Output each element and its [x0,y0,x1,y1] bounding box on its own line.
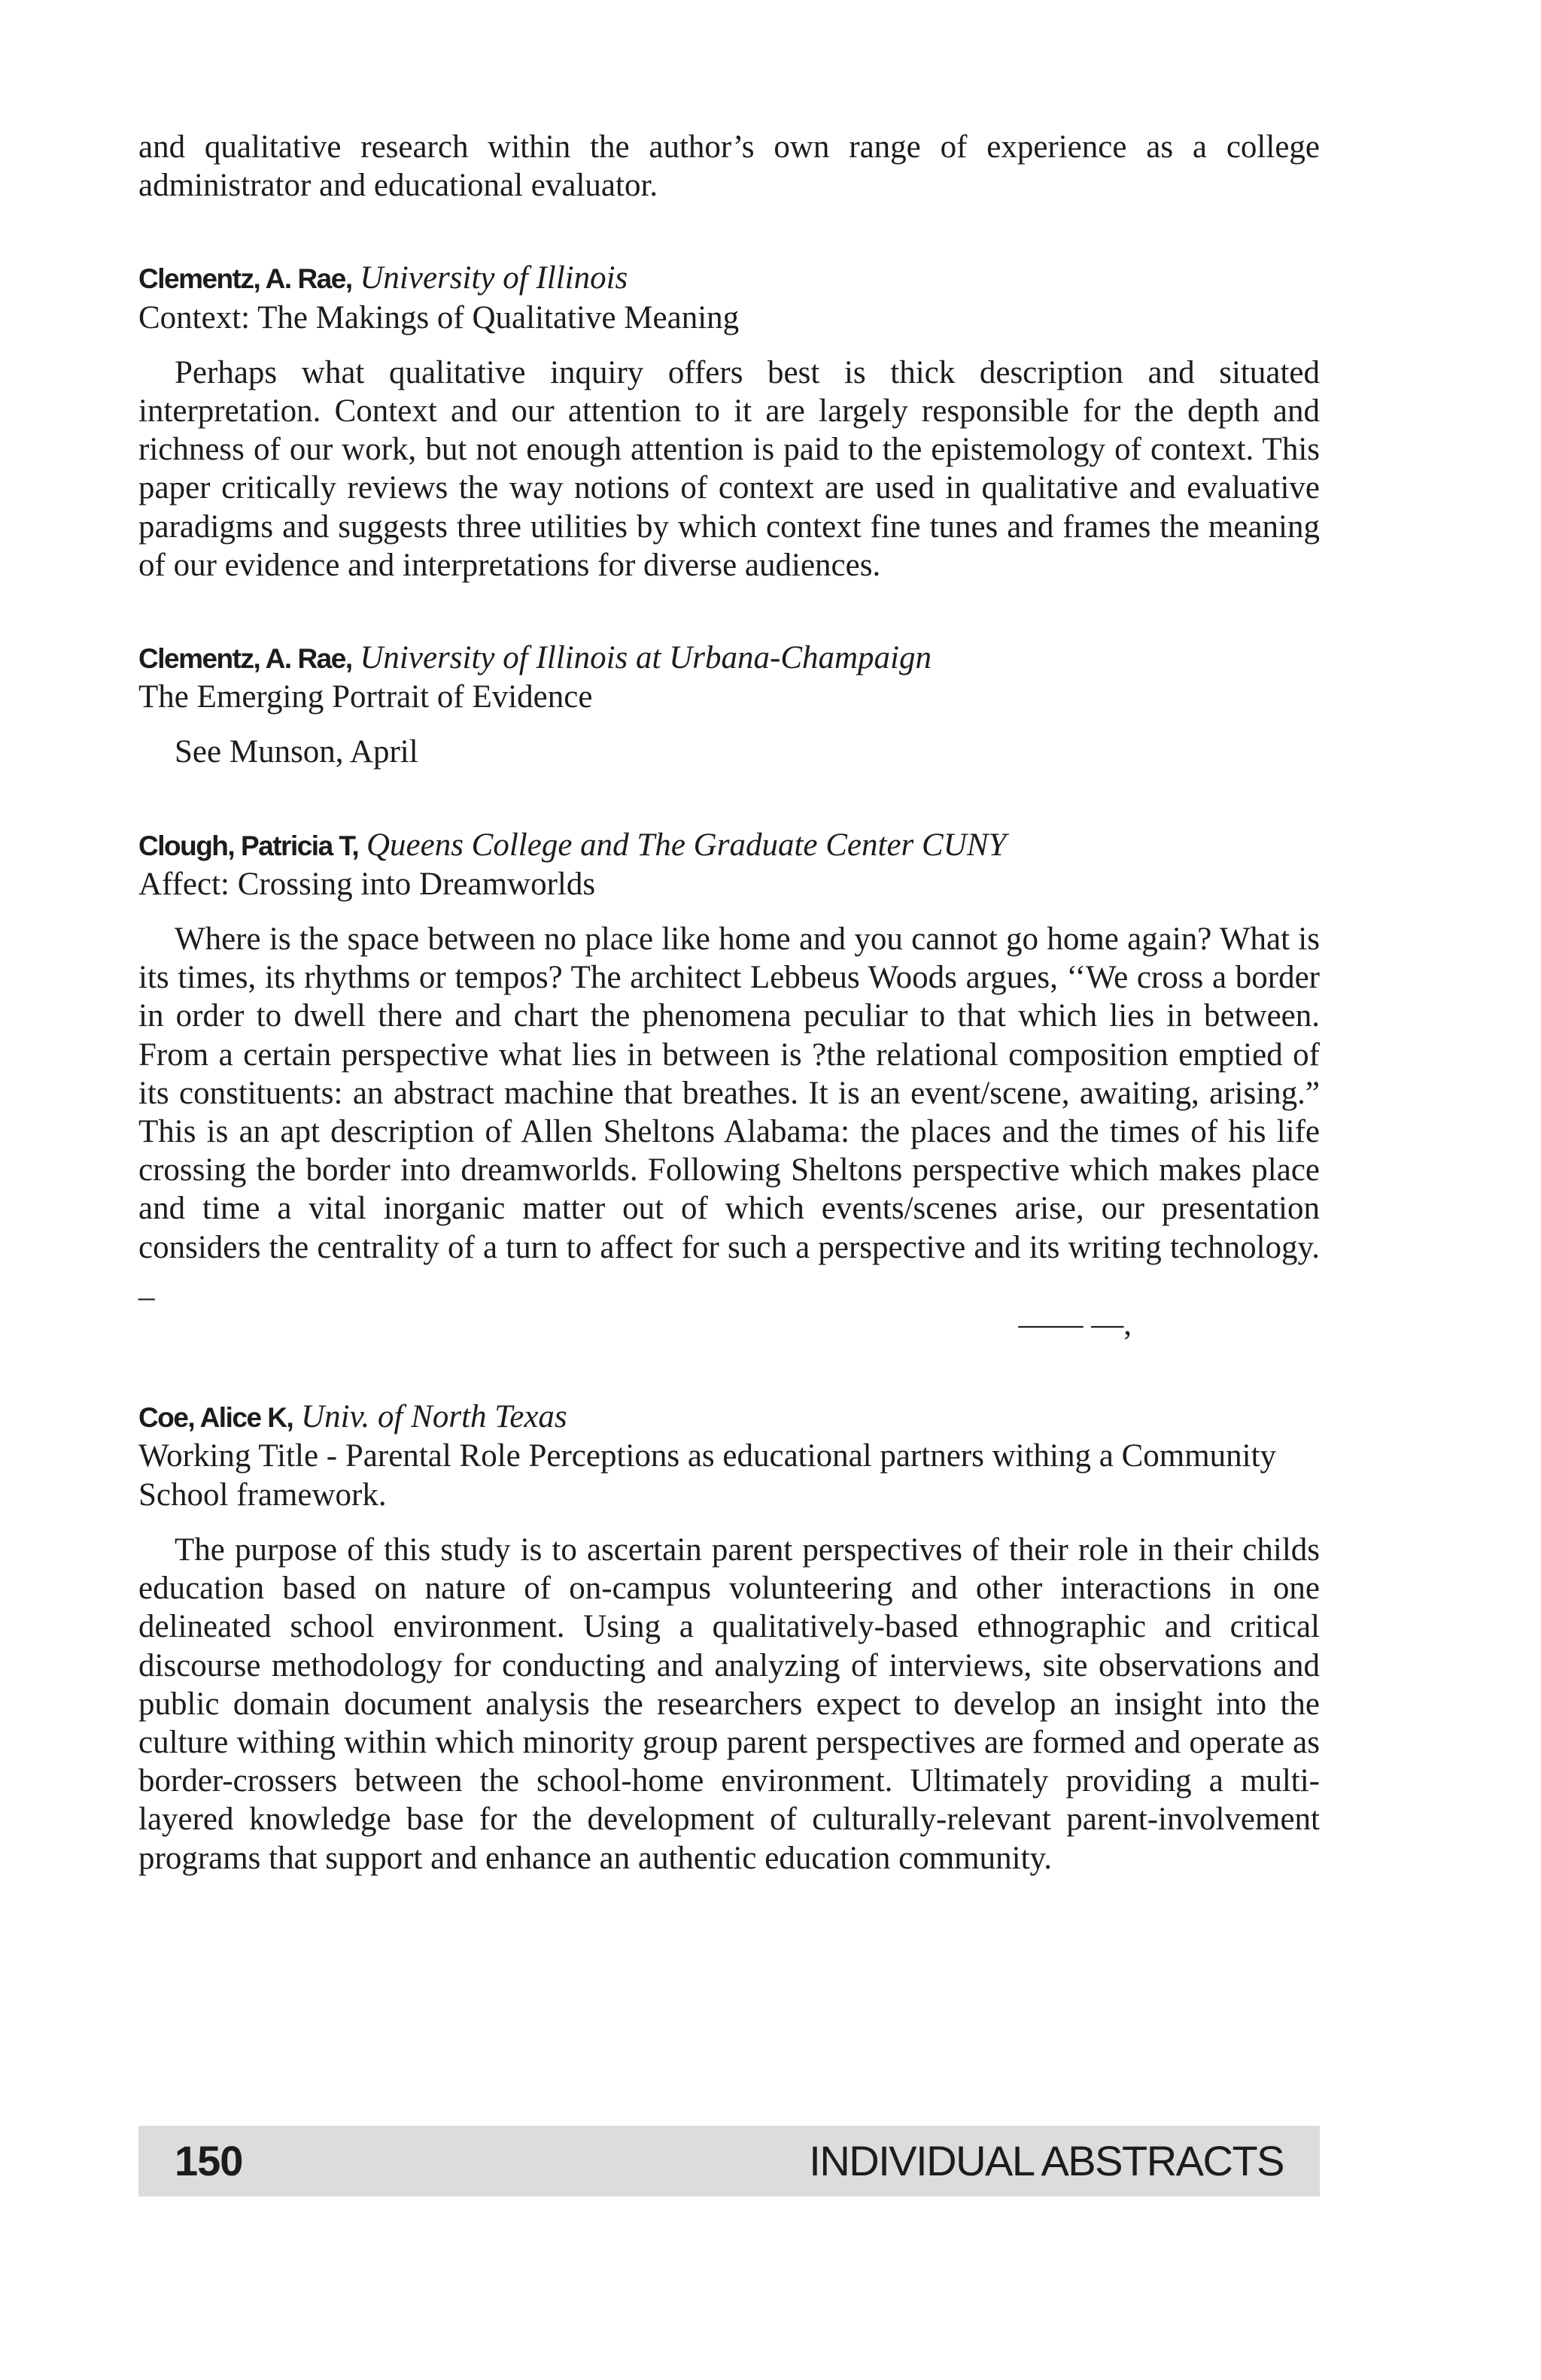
author-affiliation: University of Illinois [360,260,628,296]
abstract-entry-clementz-1 [138,259,1320,584]
signature-line: —— —, [1018,1307,1132,1343]
abstract-body: The purpose of this study is to ascertain parent perspectives of their role in their childs education based on nature of on-campus volunteering and other interactions in one delineated school environment. Using a qualitatively-based ethnographic and critical discourse methodology for conducting and analyzing of interviews, site observations and public domain document analysis the researchers expect to develop an insight into the culture withing within which minority group parent perspectives are formed and operate as border-crossers between the school-home environment. Ultimately providing a multi-layered knowledge base for the development of culturally-relevant parent-involvement programs that support and enhance an authentic education community. [138,1532,1320,1876]
abstract-title: Context: The Makings of Qualitative Meaning [138,299,740,335]
intro-paragraph: and qualitative research within the author’s own range of experience as a college administrator and educational evaluator. [138,129,1320,204]
page-number: 150 [175,2137,243,2184]
page-footer [138,2126,1320,2196]
abstract-body: See Munson, April [175,734,418,770]
author-name: Clough, Patricia T, [138,830,359,861]
abstract-title: Affect: Crossing into Dreamworlds [138,866,596,902]
author-affiliation: Univ. of North Texas [301,1399,567,1435]
author-name: Clementz, A. Rae, [138,643,352,675]
entry-header [138,826,1320,865]
abstract-title: The Emerging Portrait of Evidence [138,679,593,715]
section-label: INDIVIDUAL ABSTRACTS [809,2137,1284,2184]
author-name: Coe, Alice K, [138,1402,293,1434]
abstract-entry-clementz-2 [138,639,1320,772]
abstract-body: Perhaps what qualitative inquiry offers best is thick description and situated interpretation. Context and our attention to it are largely responsible for the depth and richness of our work, but not enough attention is paid to the epistemology of context. This paper critically reviews the way notions of context are used in qualitative and evaluative paradigms and suggests three utilities by which context fine tunes and frames the meaning of our evidence and interpretations for diverse audiences. [138,354,1320,583]
entry-header [138,259,1320,298]
abstract-entry-coe [138,1398,1320,1877]
author-affiliation: Queens College and The Graduate Center CUNY [366,827,1007,863]
author-name: Clementz, A. Rae, [138,263,352,295]
author-affiliation: University of Illinois at Urbana-Champaign [360,640,932,676]
abstract-body: Where is the space between no place like home and you cannot go home again? What is its times, its rhythms or tempos? The architect Lebbeus Woods argues, ‘‘We cross a border in order to dwell there and chart the phenomena peculiar to that which lies in between. From a certain perspective what lies in between is ?the relational composition emptied of its constituents: an abstract machine that breathes. It is an event/scene, awaiting, arising.” This is an apt description of Allen Sheltons Alabama: the places and the times of his life crossing the border into dreamworlds. Following Sheltons perspective which makes place and time a vital inorganic matter out of which events/scenes arise, our presentation considers the centrality of a turn to affect for such a perspective and its writing technology. _ [138,921,1320,1304]
page-body [138,128,1320,1878]
entry-header [138,639,1320,678]
abstract-entry-clough [138,826,1320,1344]
abstract-title: Working Title - Parental Role Perceptions as educational partners withing a Community School framework. [138,1438,1277,1513]
entry-header [138,1398,1320,1437]
